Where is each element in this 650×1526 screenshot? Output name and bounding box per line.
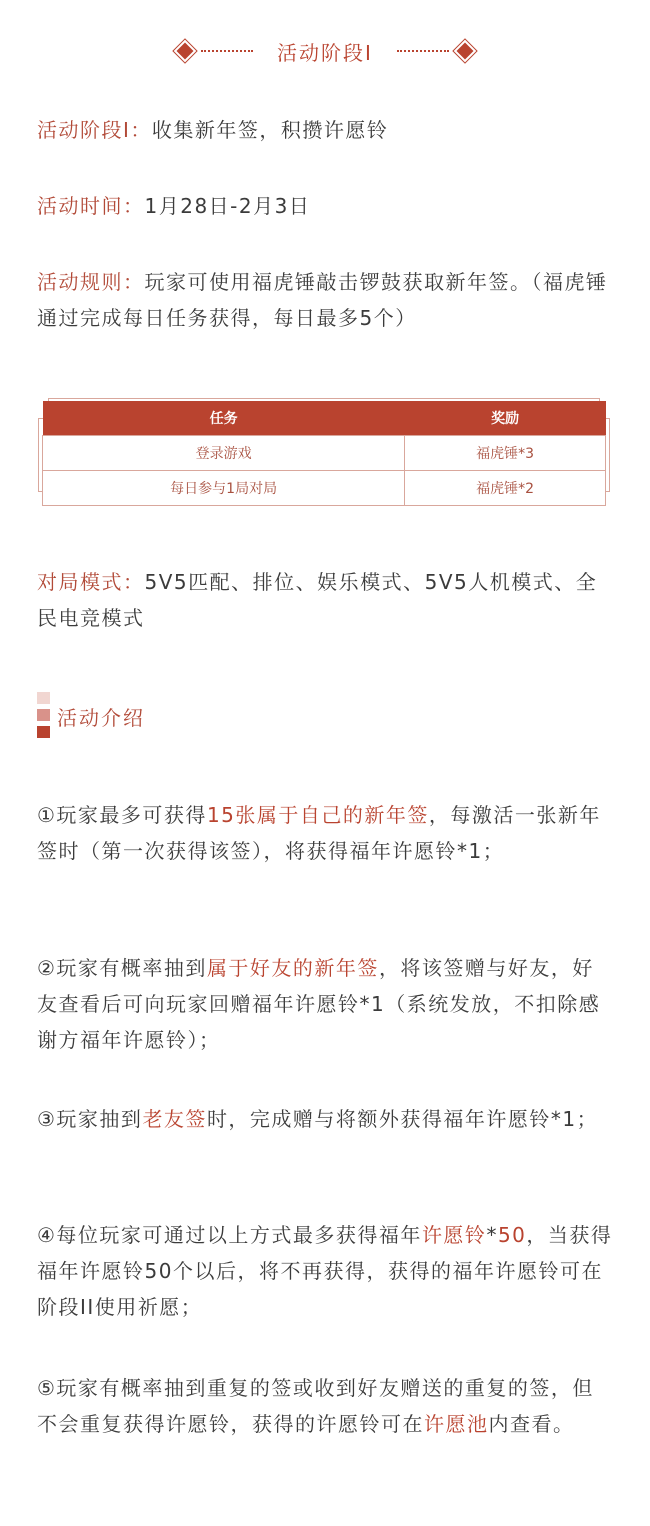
header-reward: 奖励 [405, 401, 606, 436]
task-table [42, 401, 606, 506]
table-row [43, 471, 606, 506]
rule-item-1 [37, 797, 615, 869]
rules-label: 活动规则： [37, 270, 145, 294]
rule-text: ，将该签赠与好友，好友查看后可向玩家回赠福年许愿铃*1（系统发放，不扣除感谢方福年许愿铃）； [37, 956, 601, 1052]
modes-value: 5V5匹配、排位、娱乐模式、5V5人机模式、全民电竞模式 [37, 570, 598, 630]
rule-item-4 [37, 1217, 615, 1325]
table-header-row [43, 401, 606, 436]
dotted-line-left [201, 50, 253, 52]
task-cell: 每日参与1局对局 [43, 471, 405, 506]
rule-highlight: 许愿铃 [421, 1223, 487, 1247]
section-header [37, 692, 237, 740]
rule-text: ⑤玩家有概率抽到重复的签或收到好友赠送的重复的签，但不会重复获得许愿铃，获得的许愿铃可在 [37, 1376, 594, 1436]
rule-text: ③玩家抽到 [37, 1107, 143, 1131]
rules-value: 玩家可使用福虎锤敲击锣鼓获取新年签。（福虎锤通过完成每日任务获得，每日最多5个） [37, 270, 608, 330]
rules-line [37, 264, 615, 336]
rule-item-2 [37, 950, 615, 1058]
stage-value: 收集新年签，积攒许愿铃 [151, 118, 389, 142]
rule-text: 内查看。 [488, 1412, 575, 1436]
rule-highlight: 50 [497, 1223, 527, 1247]
section-title-bar [0, 36, 650, 66]
page-title: 活动阶段I [277, 40, 373, 65]
square-light-icon [37, 692, 50, 704]
rule-highlight: 15张属于自己的新年签 [206, 803, 429, 827]
stage-label: 活动阶段I： [37, 118, 152, 142]
header-task: 任务 [43, 401, 405, 436]
rule-item-5 [37, 1370, 615, 1442]
table-row [43, 436, 606, 471]
rule-item-3 [37, 1101, 615, 1137]
square-dark-icon [37, 726, 50, 738]
task-table-frame [40, 398, 608, 504]
rule-text: ，每激活一张新年签时（第一次获得该签），将获得福年许愿铃*1； [37, 803, 601, 863]
stage-line [37, 112, 615, 148]
rule-text: ④每位玩家可通过以上方式最多获得福年 [37, 1223, 422, 1247]
diamond-right-icon [456, 43, 473, 60]
dotted-line-right [397, 50, 449, 52]
modes-line [37, 564, 615, 636]
rule-highlight: 属于好友的新年签 [206, 956, 379, 980]
rule-text: ①玩家最多可获得 [37, 803, 207, 827]
diamond-left-icon [177, 43, 194, 60]
section-title: 活动介绍 [57, 706, 145, 730]
rule-text: ，当获得福年许愿铃50个以后，将不再获得，获得的福年许愿铃可在阶段II使用祈愿； [37, 1223, 613, 1319]
rule-highlight: 许愿池 [424, 1412, 489, 1436]
rule-text: ②玩家有概率抽到 [37, 956, 207, 980]
time-label: 活动时间： [37, 194, 145, 218]
time-line [37, 188, 615, 224]
square-medium-icon [37, 709, 50, 721]
rule-highlight: 老友签 [142, 1107, 207, 1131]
reward-cell: 福虎锤*3 [405, 436, 606, 471]
reward-cell: 福虎锤*2 [405, 471, 606, 506]
rule-text: * [486, 1223, 498, 1247]
modes-label: 对局模式： [37, 570, 145, 594]
rule-text: 时，完成赠与将额外获得福年许愿铃*1； [206, 1107, 599, 1131]
task-cell: 登录游戏 [43, 436, 405, 471]
time-value: 1月28日-2月3日 [144, 194, 311, 218]
